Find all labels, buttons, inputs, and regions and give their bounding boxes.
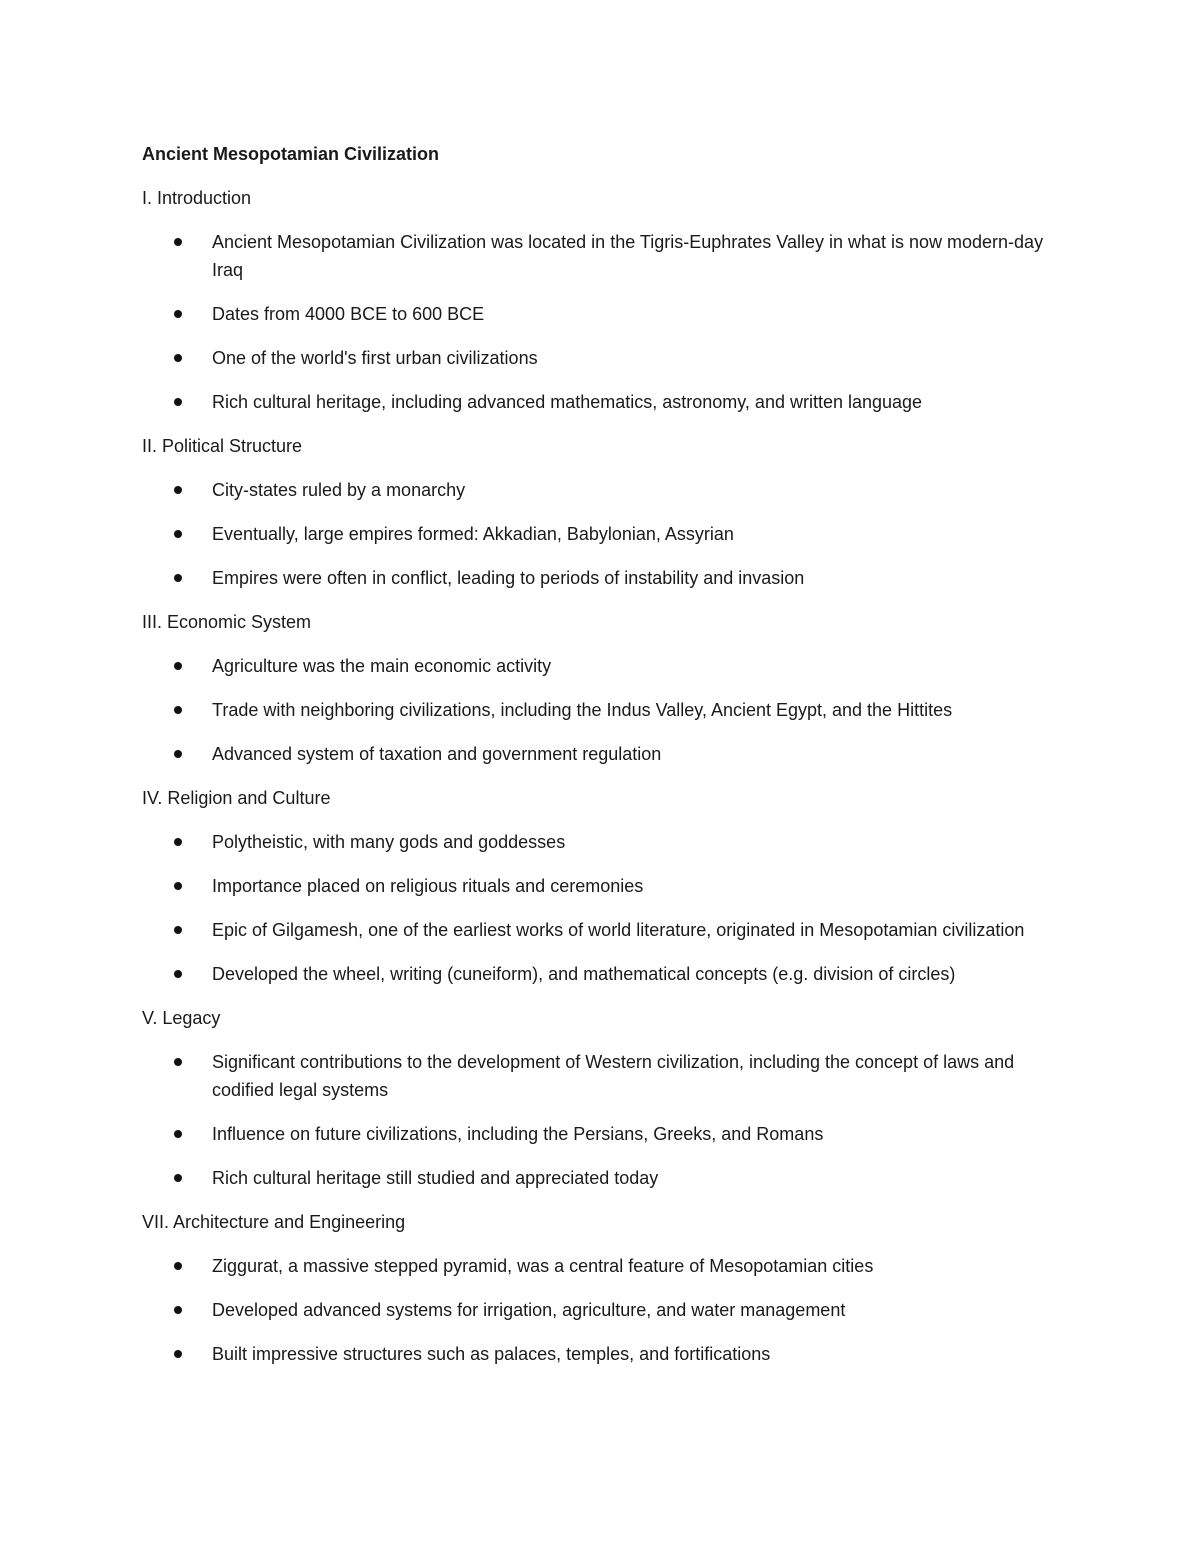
- list-item: [142, 828, 1062, 856]
- document-page: [142, 140, 1062, 1384]
- section-heading: III. Economic System: [142, 612, 312, 632]
- bullet-icon: [174, 486, 182, 494]
- bullet-list: [142, 652, 1062, 768]
- bullet-list: [142, 228, 1062, 416]
- list-item: [142, 228, 1062, 284]
- bullet-icon: [174, 530, 182, 538]
- list-item-text: Developed the wheel, writing (cuneiform), and mathematical concepts (e.g. division of circles): [212, 964, 956, 984]
- list-item-text: Importance placed on religious rituals and ceremonies: [212, 876, 644, 896]
- list-item-text: Ancient Mesopotamian Civilization was located in the Tigris-Euphrates Valley in what is now modern-day Iraq: [212, 232, 1044, 280]
- document-body: [142, 184, 1062, 1368]
- list-item-text: Rich cultural heritage still studied and appreciated today: [212, 1168, 659, 1188]
- bullet-icon: [174, 1262, 182, 1270]
- list-item-text: Dates from 4000 BCE to 600 BCE: [212, 304, 485, 324]
- list-item: [142, 872, 1062, 900]
- bullet-icon: [174, 926, 182, 934]
- list-item-text: Significant contributions to the development of Western civilization, including the concept of laws and codified legal systems: [212, 1052, 1015, 1100]
- section-heading: V. Legacy: [142, 1008, 221, 1028]
- bullet-icon: [174, 1058, 182, 1066]
- list-item-text: Rich cultural heritage, including advanced mathematics, astronomy, and written language: [212, 392, 923, 412]
- bullet-icon: [174, 1130, 182, 1138]
- list-item: [142, 740, 1062, 768]
- list-item-text: Built impressive structures such as palaces, temples, and fortifications: [212, 1344, 771, 1364]
- bullet-icon: [174, 354, 182, 362]
- bullet-list: [142, 1252, 1062, 1368]
- list-item-text: Empires were often in conflict, leading to periods of instability and invasion: [212, 568, 805, 588]
- list-item: [142, 344, 1062, 372]
- list-item: [142, 1120, 1062, 1148]
- list-item-text: Eventually, large empires formed: Akkadian, Babylonian, Assyrian: [212, 524, 734, 544]
- bullet-icon: [174, 882, 182, 890]
- list-item: [142, 1340, 1062, 1368]
- list-item-text: Epic of Gilgamesh, one of the earliest works of world literature, originated in Mesopotamian civilization: [212, 920, 1025, 940]
- bullet-icon: [174, 750, 182, 758]
- bullet-icon: [174, 1306, 182, 1314]
- list-item: [142, 520, 1062, 548]
- bullet-icon: [174, 238, 182, 246]
- section-heading: I. Introduction: [142, 188, 252, 208]
- list-item-text: Advanced system of taxation and government regulation: [212, 744, 662, 764]
- bullet-icon: [174, 1350, 182, 1358]
- list-item: [142, 300, 1062, 328]
- bullet-icon: [174, 706, 182, 714]
- bullet-icon: [174, 574, 182, 582]
- list-item: [142, 1164, 1062, 1192]
- bullet-icon: [174, 838, 182, 846]
- section-heading: II. Political Structure: [142, 436, 303, 456]
- bullet-icon: [174, 398, 182, 406]
- section-heading: IV. Religion and Culture: [142, 788, 331, 808]
- bullet-list: [142, 476, 1062, 592]
- list-item: [142, 388, 1062, 416]
- list-item-text: Influence on future civilizations, including the Persians, Greeks, and Romans: [212, 1124, 824, 1144]
- bullet-list: [142, 828, 1062, 988]
- list-item: [142, 916, 1062, 944]
- list-item: [142, 652, 1062, 680]
- bullet-icon: [174, 310, 182, 318]
- section-heading: VII. Architecture and Engineering: [142, 1212, 406, 1232]
- list-item-text: Agriculture was the main economic activity: [212, 656, 552, 676]
- document-title: Ancient Mesopotamian Civilization: [142, 144, 440, 164]
- bullet-icon: [174, 662, 182, 670]
- list-item-text: Polytheistic, with many gods and goddesses: [212, 832, 566, 852]
- list-item-text: City-states ruled by a monarchy: [212, 480, 466, 500]
- list-item: [142, 1296, 1062, 1324]
- list-item: [142, 696, 1062, 724]
- list-item: [142, 476, 1062, 504]
- bullet-icon: [174, 970, 182, 978]
- list-item: [142, 1048, 1062, 1104]
- bullet-icon: [174, 1174, 182, 1182]
- list-item: [142, 1252, 1062, 1280]
- list-item-text: One of the world's first urban civilizations: [212, 348, 538, 368]
- list-item: [142, 960, 1062, 988]
- list-item-text: Ziggurat, a massive stepped pyramid, was a central feature of Mesopotamian cities: [212, 1256, 874, 1276]
- list-item: [142, 564, 1062, 592]
- bullet-list: [142, 1048, 1062, 1192]
- list-item-text: Developed advanced systems for irrigation, agriculture, and water management: [212, 1300, 846, 1320]
- list-item-text: Trade with neighboring civilizations, including the Indus Valley, Ancient Egypt, and the Hittites: [212, 700, 953, 720]
